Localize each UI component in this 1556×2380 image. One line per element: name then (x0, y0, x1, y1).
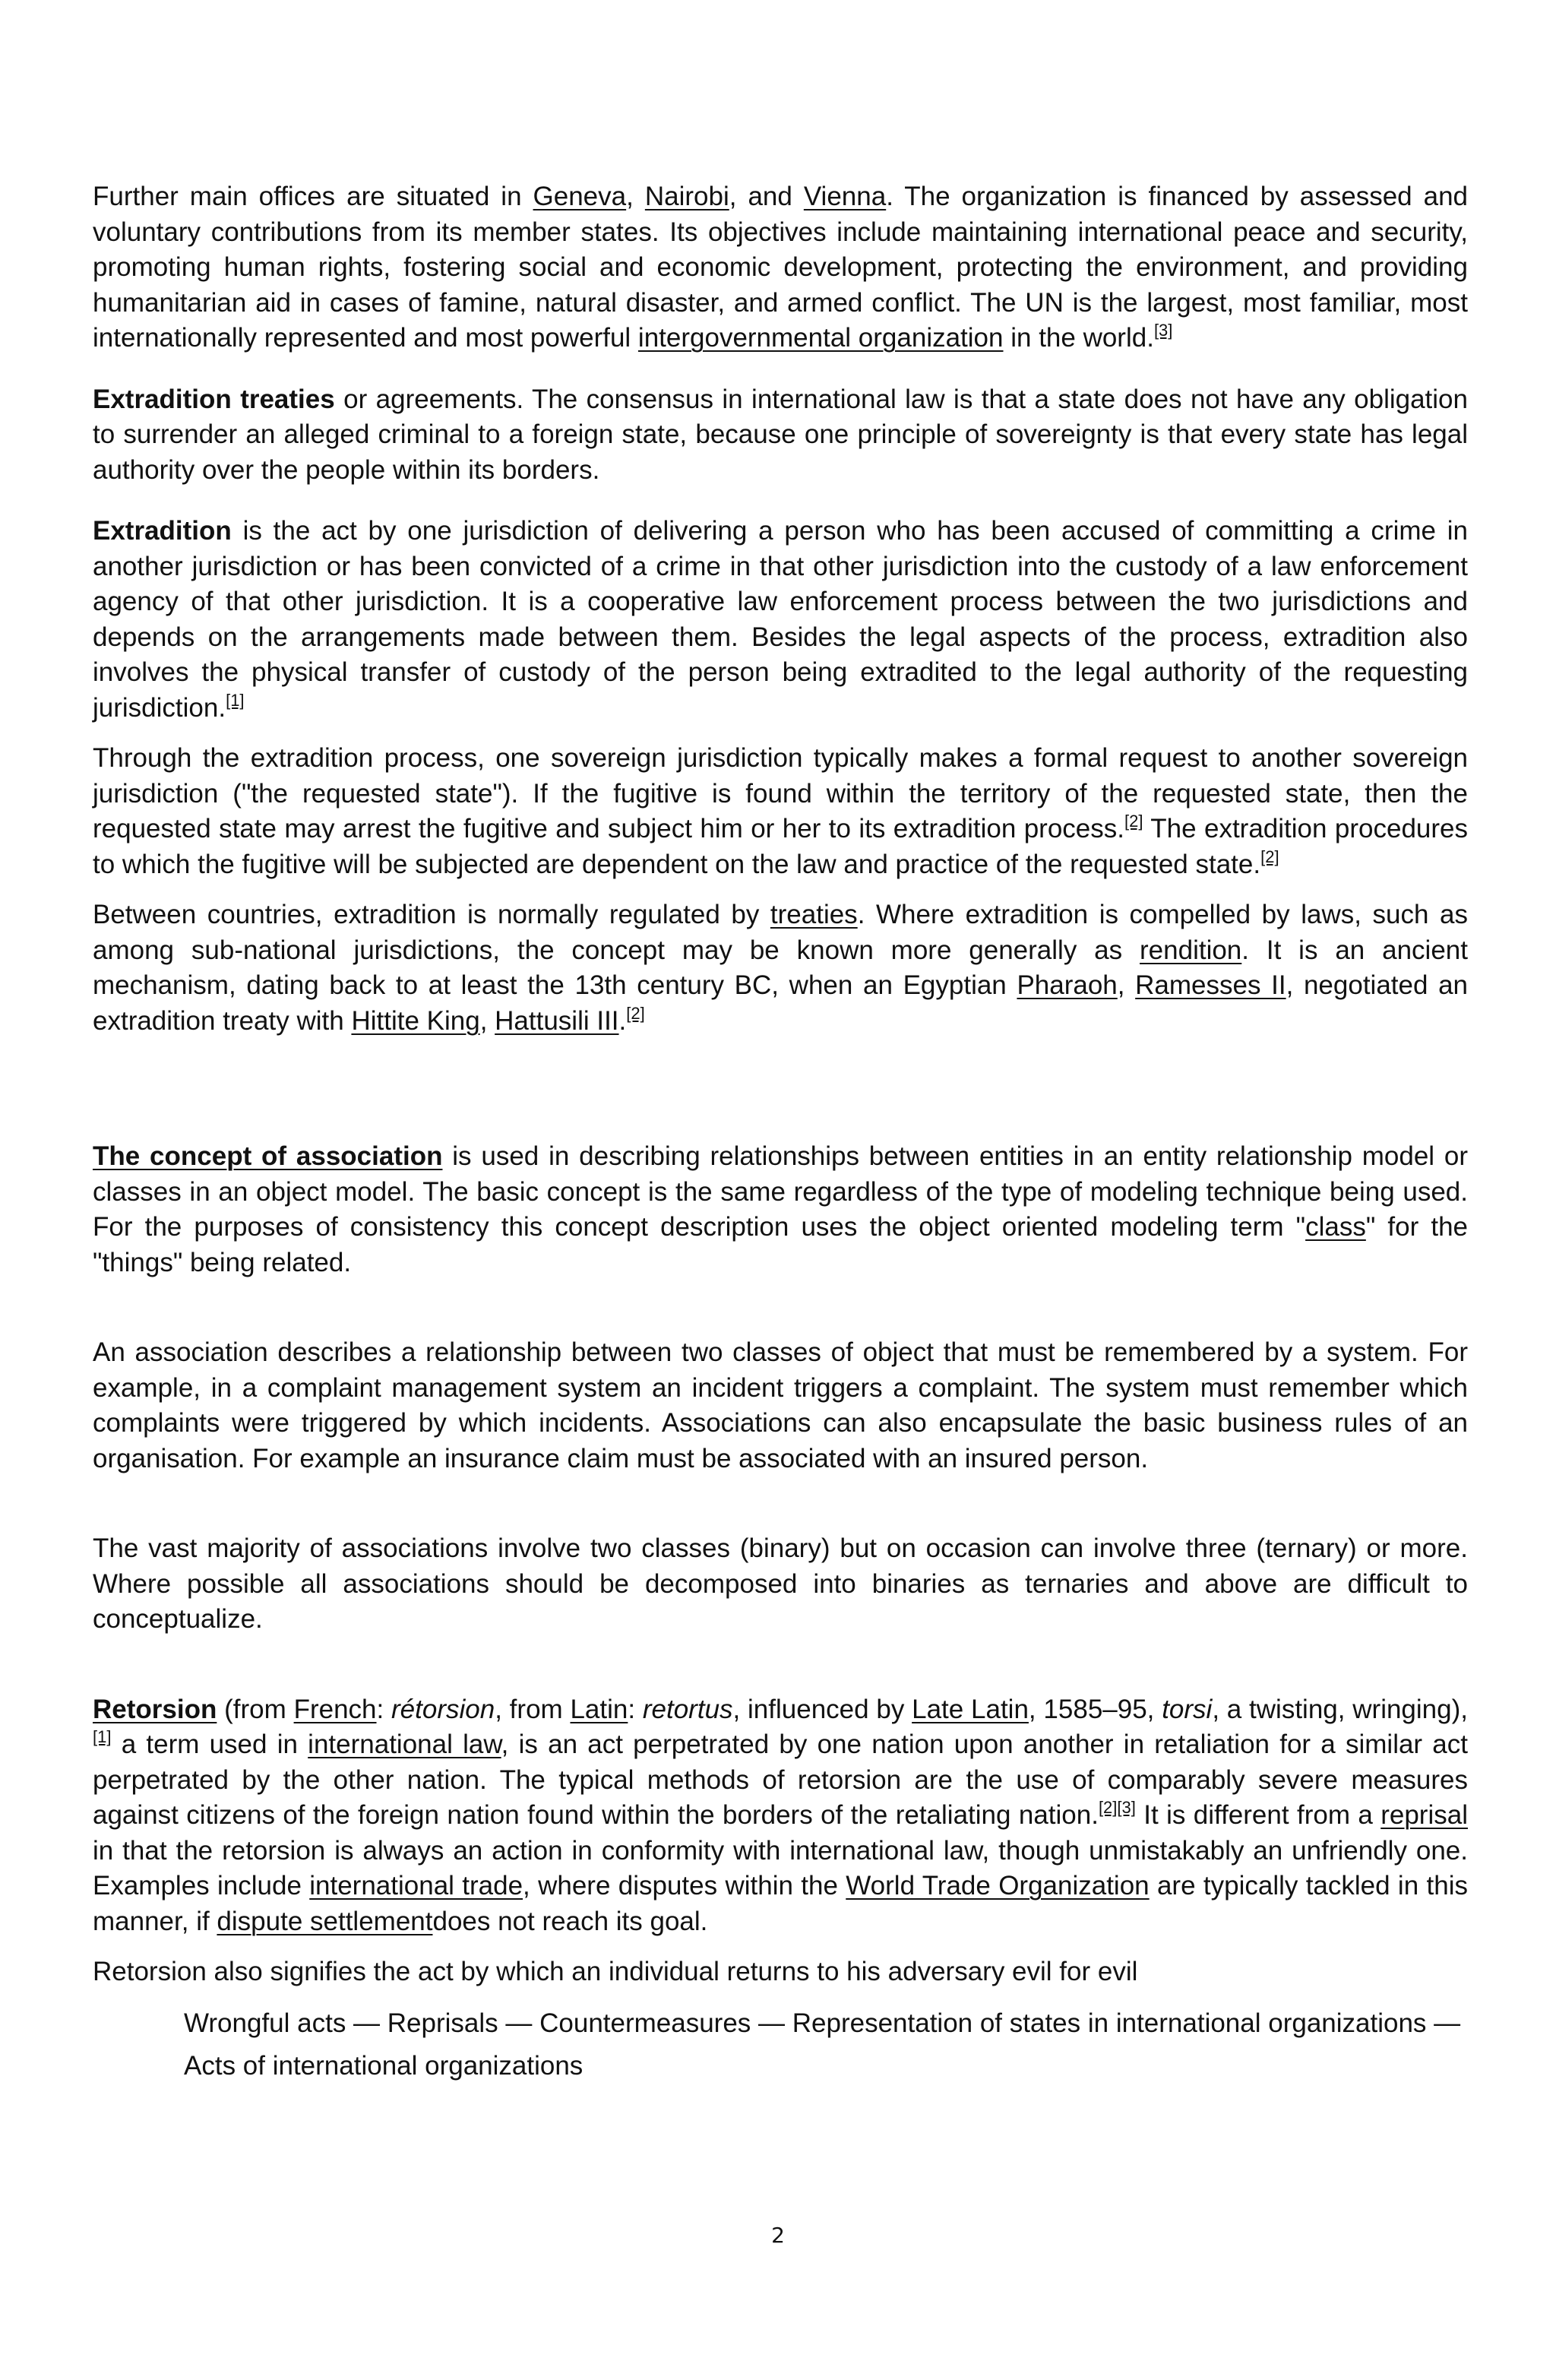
text: , from (495, 1694, 571, 1724)
text: , (1117, 970, 1136, 1000)
text: are typically tackled in this manner, if (93, 1871, 1468, 1936)
link-hittite-king[interactable]: Hittite King (351, 1005, 480, 1036)
text: Retorsion also signifies the act by which an individual returns to his adversary evil for evil (93, 1957, 1138, 1986)
link-geneva[interactable]: Geneva (533, 182, 627, 211)
text: , 1585–95, (1028, 1694, 1162, 1724)
paragraph-between-countries (93, 897, 1468, 1039)
text: does not reach its goal. (432, 1906, 708, 1936)
italic-term: rétorsion (391, 1694, 495, 1724)
text: Wrongful acts — Reprisals — Countermeasures — Representation of states in international organizations — Acts of international organizations (184, 2008, 1461, 2081)
link-reprisal[interactable]: reprisal (1380, 1800, 1468, 1830)
text: is the act by one jurisdiction of delivering a person who has been accused of committing a crime in another jurisdiction or has been convicted of a crime in that other jurisdiction into the custody of a law enforcement agency of that other jurisdiction. It is a cooperative law enforcement process between the two jurisdictions and depends on the arrangements made between them. Besides the legal aspects of the process, extradition also involves the physical transfer of custody of the person being extradited to the legal authority of the requesting jurisdiction. (93, 516, 1468, 723)
text: a term used in (111, 1730, 308, 1759)
link-intergovernmental-organization[interactable]: intergovernmental organization (637, 323, 1004, 353)
citation-3[interactable]: [3] (1153, 321, 1173, 340)
text: The vast majority of associations involve two classes (binary) but on occasion can involve three (ternary) or more. Where possible all associations should be decomposed into binaries as ternaries and above are difficult to conceptualize. (93, 1533, 1468, 1634)
text: , is an act perpetrated by one nation upon another in retaliation for a similar act perpetrated by the other nation. The typical methods of retorsion are the use of comparably severe measures against citizens of the foreign nation found within the borders of the retaliating nation. (93, 1730, 1468, 1830)
italic-term: torsi (1162, 1694, 1213, 1724)
text: " for the "things" being related. (93, 1212, 1469, 1277)
text: Further main offices are situated in (93, 182, 533, 211)
term-concept-of-association[interactable]: The concept of association (93, 1141, 443, 1171)
text: , (479, 1005, 495, 1036)
link-international-law[interactable]: international law (308, 1730, 501, 1759)
link-hattusili-iii[interactable]: Hattusili III (495, 1005, 619, 1036)
link-rendition[interactable]: rendition (1140, 935, 1242, 965)
text: in that the retorsion is always an action in conformity with international law, though unmistakably an unfriendly one. Examples include (93, 1835, 1468, 1901)
link-international-trade[interactable]: international trade (309, 1871, 523, 1901)
link-class[interactable]: class (1305, 1212, 1366, 1242)
text: . (618, 1005, 627, 1036)
link-treaties[interactable]: treaties (770, 900, 858, 929)
text: Through the extradition process, one sovereign jurisdiction typically makes a formal request to another sovereign jurisdiction ("the requested state"). If the fugitive is found within the territory of the requested state, then the requested state may arrest the fugitive and subject him or her to its extradition process. (93, 743, 1468, 843)
paragraph-concept-of-association (93, 1139, 1468, 1280)
citation-2-3[interactable]: [2][3] (1098, 1798, 1136, 1817)
document-body (93, 179, 1468, 2087)
link-world-trade-organization[interactable]: World Trade Organization (846, 1871, 1150, 1901)
paragraph-extradition (93, 514, 1468, 726)
citation-2b[interactable]: [2] (1260, 847, 1279, 866)
text: : (376, 1694, 392, 1724)
text: , (626, 182, 645, 211)
text: , a twisting, wringing), (1212, 1694, 1468, 1724)
citation-2c[interactable]: [2] (626, 1003, 645, 1023)
italic-term: retortus (642, 1694, 733, 1724)
text: or agreements. The consensus in international law is that a state does not have any obligation to surrender an alleged criminal to a foreign state, because one principle of sovereignty is that every state has legal authority over the people within its borders. (93, 384, 1468, 485)
link-pharaoh[interactable]: Pharaoh (1017, 970, 1118, 1000)
text: , negotiated an extradition treaty with (93, 970, 1469, 1036)
text: in the world. (1003, 323, 1154, 353)
paragraph-retorsion (93, 1692, 1468, 1940)
link-ramesses-ii[interactable]: Ramesses II (1135, 970, 1286, 1000)
term-retorsion[interactable]: Retorsion (93, 1694, 217, 1724)
link-latin[interactable]: Latin (570, 1694, 628, 1724)
text: Between countries, extradition is normally regulated by (93, 900, 770, 929)
text: It is different from a (1135, 1800, 1381, 1830)
paragraph-united-nations (93, 179, 1468, 356)
paragraph-association-description (93, 1335, 1468, 1476)
paragraph-extradition-process (93, 741, 1468, 882)
link-late-latin[interactable]: Late Latin (912, 1694, 1029, 1724)
text: , influenced by (732, 1694, 912, 1724)
paragraph-related-topics (184, 2002, 1468, 2087)
link-nairobi[interactable]: Nairobi (644, 182, 729, 211)
text: . It is an ancient mechanism, dating back to at least the 13th century BC, when an Egyptian (93, 935, 1468, 1000)
citation-2[interactable]: [2] (1124, 812, 1143, 831)
text: . The organization is financed by assessed and voluntary contributions from its member states. Its objectives include maintaining international peace and security, promoting human rights, fostering social and economic development, protecting the environment, and providing humanitarian aid in cases of famine, natural disaster, and armed conflict. The UN is the largest, most familiar, most internationally represented and most powerful (93, 182, 1469, 353)
text: The extradition procedures to which the fugitive will be subjected are dependent on the law and practice of the requested state. (93, 814, 1468, 879)
link-vienna[interactable]: Vienna (803, 182, 887, 211)
citation-1[interactable]: [1] (226, 690, 245, 710)
paragraph-extradition-treaties (93, 382, 1468, 489)
text: An association describes a relationship between two classes of object that must be remembered by a system. For example, in a complaint management system an incident triggers a complaint. The system must remember which complaints were triggered by which incidents. Associations can also encapsulate the basic business rules of an organisation. For example an insurance claim must be associated with an insured person. (93, 1337, 1468, 1473)
citation-1b[interactable]: [1] (93, 1727, 112, 1746)
text: , and (729, 182, 804, 211)
link-dispute-settlement[interactable]: dispute settlement (217, 1906, 433, 1936)
term-extradition: Extradition (93, 516, 232, 546)
link-french[interactable]: French (293, 1694, 377, 1724)
page-number: 2 (771, 2223, 785, 2248)
text: : (628, 1694, 643, 1724)
text: , where disputes within the (523, 1871, 846, 1901)
term-extradition-treaties: Extradition treaties (93, 384, 335, 414)
paragraph-associations-binary (93, 1531, 1468, 1638)
paragraph-retorsion-signifies (93, 1954, 1468, 1990)
text: . Where extradition is compelled by laws, such as among sub-national jurisdictions, the concept may be known more generally as (93, 900, 1468, 965)
text: is used in describing relationships between entities in an entity relationship model or classes in an object model. The basic concept is the same regardless of the type of modeling technique being used. For the purposes of consistency this concept description uses the object oriented modeling term " (93, 1141, 1468, 1242)
text: (from (217, 1694, 294, 1724)
